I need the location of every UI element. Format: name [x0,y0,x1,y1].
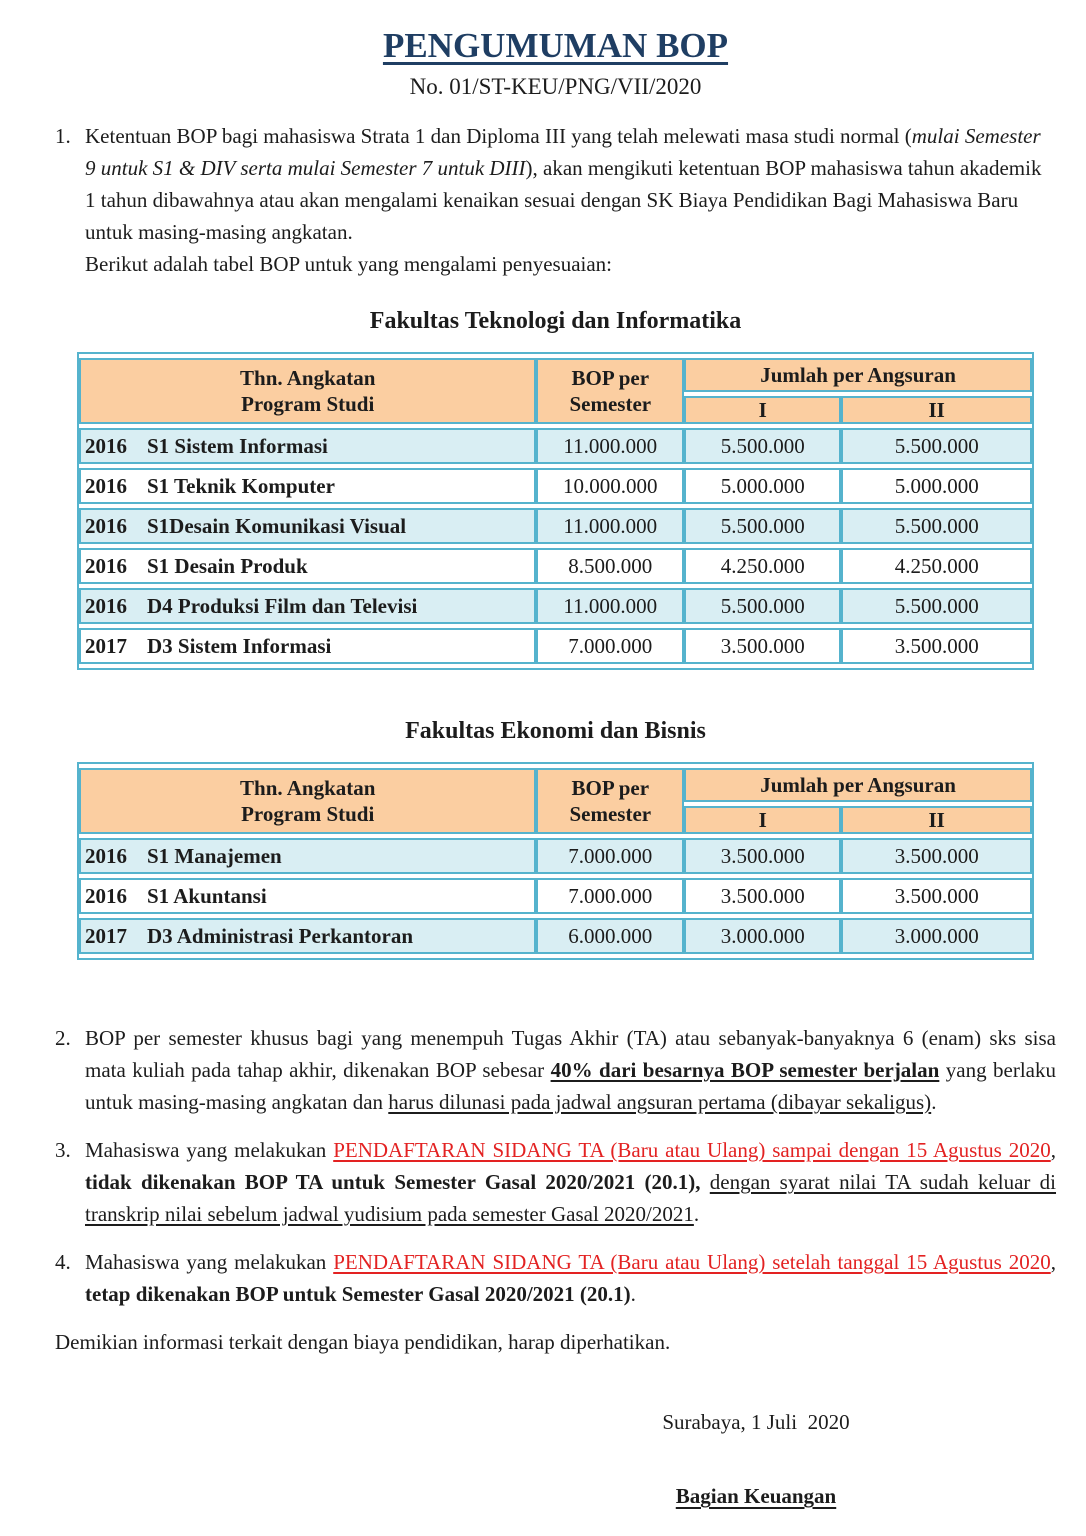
text-run: 40% dari besarnya BOP semester berjalan [550,1058,940,1082]
cohort-year: 2017 [85,924,127,948]
cell-installment-1: 3.500.000 [684,838,841,874]
table-row [79,588,1032,624]
cell-program [79,838,536,874]
paragraph-4-number: 4. [55,1250,71,1274]
cell-program [79,878,536,914]
paragraph-1-number: 1. [55,124,71,148]
header-cell-installment-1: I [684,396,841,424]
paragraph-2-number: 2. [55,1026,71,1050]
header-bop-line1: BOP per [571,776,650,800]
document-number: No. 01/ST-KEU/PNG/VII/2020 [409,74,702,99]
cell-bop-per-semester: 7.000.000 [536,838,684,874]
table-section-fti [55,306,1056,670]
header-cell-installment-1: I [684,806,841,834]
header-program-line1: Thn. Angkatan [240,366,376,390]
text-run: Mahasiswa yang melakukan [85,1138,334,1162]
text-run: . [630,1282,636,1306]
cell-program [79,508,536,544]
header-cell-bop [536,768,684,834]
program-name: D3 Administrasi Perkantoran [147,924,414,948]
text-run [701,1170,710,1194]
cohort-year: 2016 [85,844,127,868]
document-title: PENGUMUMAN BOP [382,26,729,65]
paragraph-3-text [85,1134,1056,1230]
cohort-year: 2016 [85,474,127,498]
signature-place-date: Surabaya, 1 Juli 2020 [662,1410,850,1434]
table-row [79,628,1032,664]
program-name: D4 Produksi Film dan Televisi [147,594,418,618]
cohort-year: 2016 [85,594,127,618]
text-run: BOP per semester khusus bagi yang menempuh Tugas Akhir (TA) atau sebanyak-banyaknya 6 (enam) sks sisa mata kuliah pada tahap akhir, dikenakan BOP sebesar [85,1026,1056,1082]
cell-bop-per-semester: 7.000.000 [536,878,684,914]
fee-table-feb [77,762,1034,960]
cell-installment-2: 3.000.000 [841,918,1032,954]
cell-installment-2: 5.000.000 [841,468,1032,504]
cell-installment-1: 4.250.000 [684,548,841,584]
program-name: S1 Sistem Informasi [147,434,328,458]
header-bop-line2: Semester [569,802,652,826]
text-run: Mahasiswa yang melakukan [85,1250,334,1274]
program-name: D3 Sistem Informasi [147,634,332,658]
cell-installment-2: 3.500.000 [841,628,1032,664]
cell-bop-per-semester: 8.500.000 [536,548,684,584]
paragraph-3 [55,1134,1056,1230]
header-program-line2: Program Studi [241,802,375,826]
paragraph-4 [55,1246,1056,1310]
cell-bop-per-semester: 11.000.000 [536,428,684,464]
paragraph-4-text [85,1246,1056,1310]
program-name: S1 Akuntansi [147,884,267,908]
fee-table-fti-head [79,358,1032,424]
table-row [79,838,1032,874]
table-row [79,918,1032,954]
cell-bop-per-semester: 7.000.000 [536,628,684,664]
header-cell-program [79,358,536,424]
cell-installment-1: 3.500.000 [684,878,841,914]
cell-installment-2: 3.500.000 [841,878,1032,914]
cell-bop-per-semester: 11.000.000 [536,588,684,624]
cell-bop-per-semester: 6.000.000 [536,918,684,954]
text-run: PENDAFTARAN SIDANG TA (Baru atau Ulang) setelah tanggal 15 Agustus 2020 [333,1250,1051,1274]
table-caption-fti: Fakultas Teknologi dan Informatika [369,308,742,334]
text-run: Ketentuan BOP bagi mahasiswa Strata 1 dan Diploma III yang telah melewati masa studi normal ( [85,124,912,148]
text-run: yang berlaku untuk masing-masing angkatan dan [85,1058,1056,1114]
table-row [79,428,1032,464]
text-run: tidak dikenakan BOP TA untuk Semester Gasal 2020/2021 (20.1), [85,1170,701,1194]
text-run: , [1050,1138,1057,1162]
cohort-year: 2016 [85,514,127,538]
header-cell-bop [536,358,684,424]
cell-installment-1: 5.500.000 [684,428,841,464]
text-run: tetap dikenakan BOP untuk Semester Gasal 2020/2021 (20.1) [85,1282,631,1306]
table-row [79,548,1032,584]
cell-installment-2: 5.500.000 [841,588,1032,624]
paragraph-1-text [85,120,1056,280]
text-run: . [693,1202,700,1226]
cell-program [79,468,536,504]
paragraph-2 [55,1022,1056,1118]
text-run: ), akan mengikuti ketentuan BOP mahasiswa tahun akademik 1 tahun dibawahnya atau akan mengalami kenaikan sesuai dengan SK Biaya Pendidikan Bagi Mahasiswa Baru untuk masing-masing angkatan. [85,156,1042,244]
notes-paragraphs [55,1022,1056,1310]
text-run: Berikut adalah tabel BOP untuk yang mengalami penyesuaian: [85,252,612,276]
program-name: S1Desain Komunikasi Visual [147,514,407,538]
cell-installment-1: 5.500.000 [684,588,841,624]
text-run: dengan syarat nilai TA sudah keluar di transkrip nilai sebelum jadwal yudisium pada semester Gasal 2020/2021 [85,1170,1057,1226]
cell-program [79,428,536,464]
header-cell-program [79,768,536,834]
header-cell-installments: Jumlah per Angsuran [684,768,1032,802]
cell-installment-1: 3.500.000 [684,628,841,664]
paragraph-2-text [85,1022,1056,1118]
cell-bop-per-semester: 11.000.000 [536,508,684,544]
header-cell-installments: Jumlah per Angsuran [684,358,1032,392]
cell-installment-2: 5.500.000 [841,428,1032,464]
cell-program [79,918,536,954]
text-run: mulai Semester 9 untuk S1 & DIV serta mulai Semester 7 untuk DIII [85,124,1041,180]
text-run: harus dilunasi pada jadwal angsuran pertama (dibayar sekaligus) [388,1090,932,1114]
cell-installment-1: 5.500.000 [684,508,841,544]
cell-installment-2: 4.250.000 [841,548,1032,584]
header-cell-installment-2: II [841,806,1032,834]
signature-block [606,1406,906,1512]
cell-program [79,628,536,664]
document-header [55,24,1056,102]
cell-bop-per-semester: 10.000.000 [536,468,684,504]
text-run: PENDAFTARAN SIDANG TA (Baru atau Ulang) sampai dengan 15 Agustus 2020 [333,1138,1051,1162]
program-name: S1 Manajemen [147,844,282,868]
table-row [79,878,1032,914]
header-bop-line1: BOP per [571,366,650,390]
table-caption-feb: Fakultas Ekonomi dan Bisnis [405,718,706,744]
cell-installment-2: 3.500.000 [841,838,1032,874]
body-paragraphs [55,120,1056,280]
header-cell-installment-2: II [841,396,1032,424]
cell-installment-2: 5.500.000 [841,508,1032,544]
header-program-line1: Thn. Angkatan [240,776,376,800]
program-name: S1 Teknik Komputer [147,474,335,498]
header-bop-line2: Semester [569,392,652,416]
text-run: . [931,1090,937,1114]
cell-installment-1: 5.000.000 [684,468,841,504]
table-section-feb [55,716,1056,960]
header-program-line2: Program Studi [241,392,375,416]
fee-table-feb-head [79,768,1032,834]
signature-department: Bagian Keuangan [675,1484,837,1508]
paragraph-3-number: 3. [55,1138,71,1162]
text-run: , [1050,1250,1056,1274]
fee-table-fti [77,352,1034,670]
table-row [79,468,1032,504]
cohort-year: 2017 [85,634,127,658]
cohort-year: 2016 [85,434,127,458]
cell-installment-1: 3.000.000 [684,918,841,954]
cohort-year: 2016 [85,884,127,908]
cell-program [79,588,536,624]
program-name: S1 Desain Produk [147,554,308,578]
table-row [79,508,1032,544]
cohort-year: 2016 [85,554,127,578]
cell-program [79,548,536,584]
paragraph-1 [55,120,1056,280]
fee-table-feb-body [79,838,1032,954]
fee-table-fti-body [79,428,1032,664]
closing-line: Demikian informasi terkait dengan biaya pendidikan, harap diperhatikan. [55,1330,671,1354]
